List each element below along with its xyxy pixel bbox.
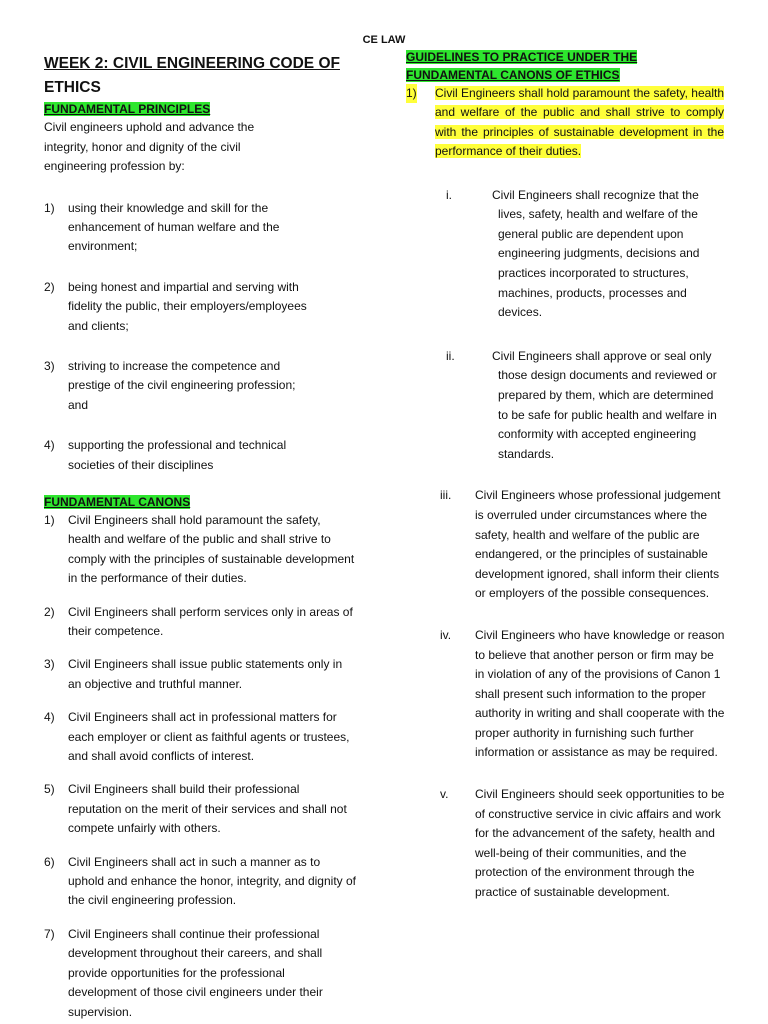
canons-list [44, 511, 356, 1022]
list-item: 1) using their knowledge and skill for the enhancement of human welfare and the environment; [44, 200, 280, 254]
title-line-1: WEEK 2: CIVIL ENGINEERING CODE OF [44, 55, 340, 72]
list-item: 7) Civil Engineers shall continue their professional development throughout their careers, and shall provide opportunities for the professional development of those civil engineers under their supervision. [44, 926, 323, 1019]
list-item: 4) supporting the professional and technical societies of their disciplines [44, 438, 287, 472]
principles-intro: Civil engineers uphold and advance the integrity, honor and dignity of the civil engineering profession by: [44, 120, 255, 173]
right-column [406, 48, 724, 903]
guidelines-list [406, 186, 724, 903]
list-item: iii. Civil Engineers whose professional judgement is overruled under circumstances where the safety, health and welfare of the public are endangered, or the principles of sustainable development ignored, shall inform their clients or employers of the possible consequences. [440, 488, 721, 601]
canons-heading: FUNDAMENTAL CANONS [44, 494, 191, 509]
left-column [44, 52, 356, 1022]
principles-list [44, 199, 356, 475]
list-item: v. Civil Engineers should seek opportunities to be of constructive service in civic affairs and work for the advancement of the safety, health and well-being of their communities, and the protection of the environment through the practice of sustainable development. [440, 787, 725, 900]
list-item: i. Civil Engineers shall recognize that the lives, safety, health and welfare of the general public are dependent upon engineering judgments, decisions and practices incorporated to structures, machines, products, processes and devices. [446, 187, 700, 320]
page-header: CE LAW [362, 34, 406, 46]
principles-heading: FUNDAMENTAL PRINCIPLES [44, 102, 211, 116]
guidelines-heading: GUIDELINES TO PRACTICE UNDER THE FUNDAMENTAL CANONS OF ETHICS [406, 50, 638, 82]
list-item: 3) striving to increase the competence and prestige of the civil engineering profession; and [44, 358, 296, 412]
canon-1-guideline: 1) Civil Engineers shall hold paramount the safety, health and welfare of the public and shall strive to comply with the principles of sustainable development in the performance of their duties. [406, 86, 724, 159]
list-item: 3) Civil Engineers shall issue public statements only in an objective and truthful manner. [44, 657, 343, 691]
list-item: 2) being honest and impartial and serving with fidelity the public, their employers/employees and clients; [44, 279, 307, 333]
list-item: 5) Civil Engineers shall build their professional reputation on the merit of their services and shall not compete unfairly with others. [44, 782, 347, 836]
list-item: 1) Civil Engineers shall hold paramount the safety, health and welfare of the public and shall strive to comply with the principles of sustainable development in the performance of their duties. [44, 512, 355, 586]
list-item: ii. Civil Engineers shall approve or seal only those design documents and reviewed or prepared by them, which are determined to be safe for public health and welfare in conformity with accepted engineering standards. [446, 348, 717, 461]
list-item: iv. Civil Engineers who have knowledge or reason to believe that another person or firm may be in violation of any of the provisions of Canon 1 shall present such information to the proper authority in writing and shall cooperate with the proper authority in furnishing such further information or assistance as may be required. [440, 627, 725, 760]
document-title [44, 52, 356, 100]
list-item: 2) Civil Engineers shall perform services only in areas of their competence. [44, 604, 353, 638]
list-item: 4) Civil Engineers shall act in professional matters for each employer or client as faithful agents or trustees, and shall avoid conflicts of interest. [44, 710, 350, 764]
title-line-2: ETHICS [44, 79, 101, 96]
list-item: 6) Civil Engineers shall act in such a manner as to uphold and enhance the honor, integrity, and dignity of the civil engineering profession. [44, 854, 356, 908]
